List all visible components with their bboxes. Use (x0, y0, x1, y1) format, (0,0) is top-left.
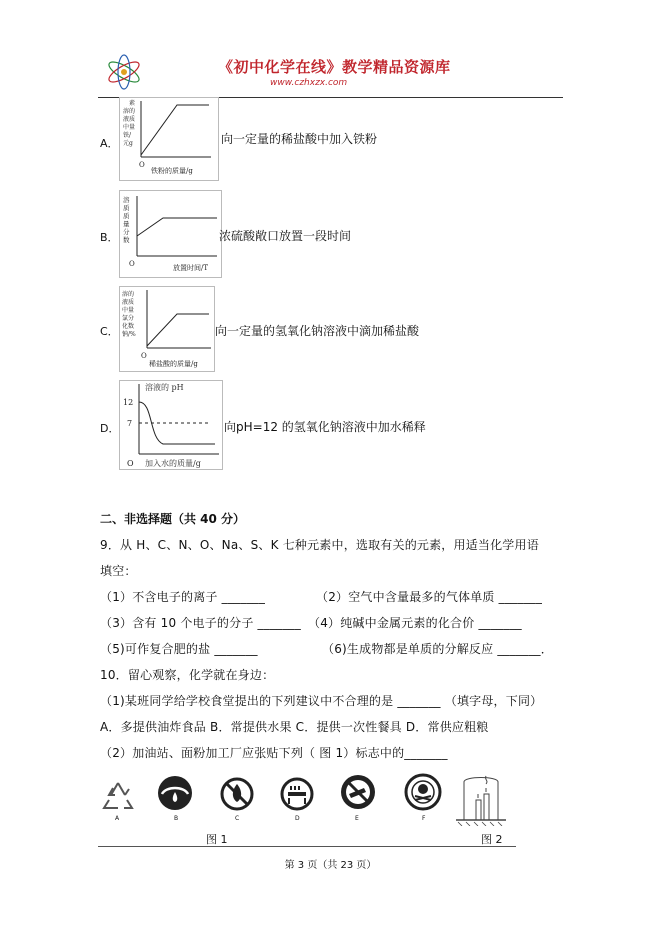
option-d-label: D． (100, 422, 120, 435)
option-d-tick-7: 7 (127, 419, 133, 428)
q9-item-2: （2）空气中含量最多的气体单质 _______ (316, 590, 543, 604)
q10-line-3: A．多提供油炸食品 B．常提供水果 C．提供一次性餐具 D．常供应粗粮 (100, 720, 489, 734)
option-a-ylabel-1: 素 (129, 100, 136, 107)
option-b-label: B． (100, 231, 119, 244)
footer-divider (98, 846, 516, 847)
poison-sign-icon (403, 772, 443, 812)
option-a-label: A． (100, 137, 119, 150)
q9-item-3: （3）含有 10 个电子的分子 _______ (100, 616, 301, 630)
option-c-graph (119, 286, 215, 372)
option-a-origin: O (139, 161, 145, 169)
option-a-ylabel-6: 元g (123, 140, 133, 147)
option-b-ylabel-6: 数 (123, 236, 130, 244)
no-fire-sign-icon (219, 776, 255, 812)
figure-1-caption: 图 1 (206, 833, 228, 846)
no-smoking-sign-icon (279, 776, 315, 812)
sign-f-label: F (422, 815, 426, 822)
q9-line-2: 填空： (100, 564, 137, 578)
no-fireworks-sign-icon (338, 772, 378, 812)
q9-item-5: （5)可作复合肥的盐 _______ (100, 642, 258, 656)
option-c-ylabel-5: 化数 (122, 323, 135, 330)
option-c-ylabel-4: 氯分 (122, 315, 135, 322)
option-b-ylabel-4: 量 (123, 220, 130, 228)
q10-line-2: （1)某班同学给学校食堂提出的下列建议中不合理的是 _______ （填字母，下同） (100, 694, 543, 708)
option-b-ylabel-3: 质 (123, 212, 130, 220)
option-b-graph (119, 190, 222, 278)
option-a-ylabel-4: 中量 (123, 124, 136, 131)
sign-b-label: B (174, 815, 179, 822)
option-a-ylabel-3: 液质 (123, 116, 136, 123)
q10-line-1: 10．留心观察，化学就在身边： (100, 668, 275, 682)
header-title: 《初中化学在线》教学精品资源库 (218, 58, 451, 76)
option-d-tick-12: 12 (123, 398, 134, 407)
option-c-origin: O (141, 352, 147, 360)
option-c-text: 向一定量的氢氧化钠溶液中滴加稀盐酸 (215, 324, 420, 338)
option-a-text: 向一定量的稀盐酸中加入铁粉 (221, 132, 378, 146)
sign-c-label: C (235, 815, 240, 822)
figure-2-caption: 图 2 (481, 833, 503, 846)
page-number: 第 3 页（共 23 页） (284, 860, 377, 871)
option-b-ylabel-2: 质 (123, 204, 130, 212)
recycle-sign-icon (100, 778, 136, 814)
section-title: 二、非选择题（共 40 分） (100, 512, 246, 526)
water-drop-sign-icon (156, 774, 194, 812)
option-d-graph (119, 380, 223, 470)
option-d-ylabel: 溶液的 pH (145, 383, 184, 392)
option-c-ylabel-1: 溶的 (122, 291, 135, 298)
option-a-ylabel-5: 铁/ (123, 132, 132, 139)
option-a-graph (119, 97, 219, 181)
sign-d-label: D (295, 815, 300, 822)
atom-logo-icon (104, 52, 144, 92)
q9-line-1: 9．从 H、C、N、O、Na、S、K 七种元素中，选取有关的元素，用适当化学用语 (100, 538, 539, 552)
q10-line-4: （2）加油站、面粉加工厂应张贴下列（ 图 1）标志中的_______ (100, 746, 448, 760)
q9-item-1: （1）不含电子的离子 _______ (100, 590, 266, 604)
option-c-ylabel-6: 钠/% (122, 331, 136, 338)
option-b-xlabel: 放置时间/T (173, 264, 209, 272)
header-url: www.czhxzx.com (270, 78, 348, 88)
option-b-origin: O (129, 260, 135, 268)
option-c-ylabel-2: 液质 (122, 299, 135, 306)
option-c-label: C． (100, 325, 119, 338)
option-a-xlabel: 铁粉的质量/g (151, 167, 193, 175)
sign-e-label: E (355, 815, 359, 822)
option-d-text: 向pH=12 的氢氧化钠溶液中加水稀释 (224, 420, 426, 434)
q9-item-4: （4）纯碱中金属元素的化合价 _______ (308, 616, 522, 630)
option-b-text: 浓硫酸敞口放置一段时间 (219, 229, 352, 243)
sign-a-label: A (115, 815, 120, 822)
q9-item-6: （6)生成物都是单质的分解反应 _______． (322, 642, 553, 656)
option-d-xlabel: 加入水的质量/g (145, 459, 201, 468)
option-d-origin: O (127, 459, 134, 468)
option-c-xlabel: 稀盐酸的质量/g (149, 360, 198, 368)
option-b-ylabel-5: 分 (123, 228, 130, 236)
candle-jar-icon (456, 770, 506, 826)
option-b-ylabel-1: 溶 (123, 196, 130, 204)
option-a-ylabel-2: 溶的 (123, 108, 136, 115)
option-c-ylabel-3: 中量 (122, 307, 135, 314)
